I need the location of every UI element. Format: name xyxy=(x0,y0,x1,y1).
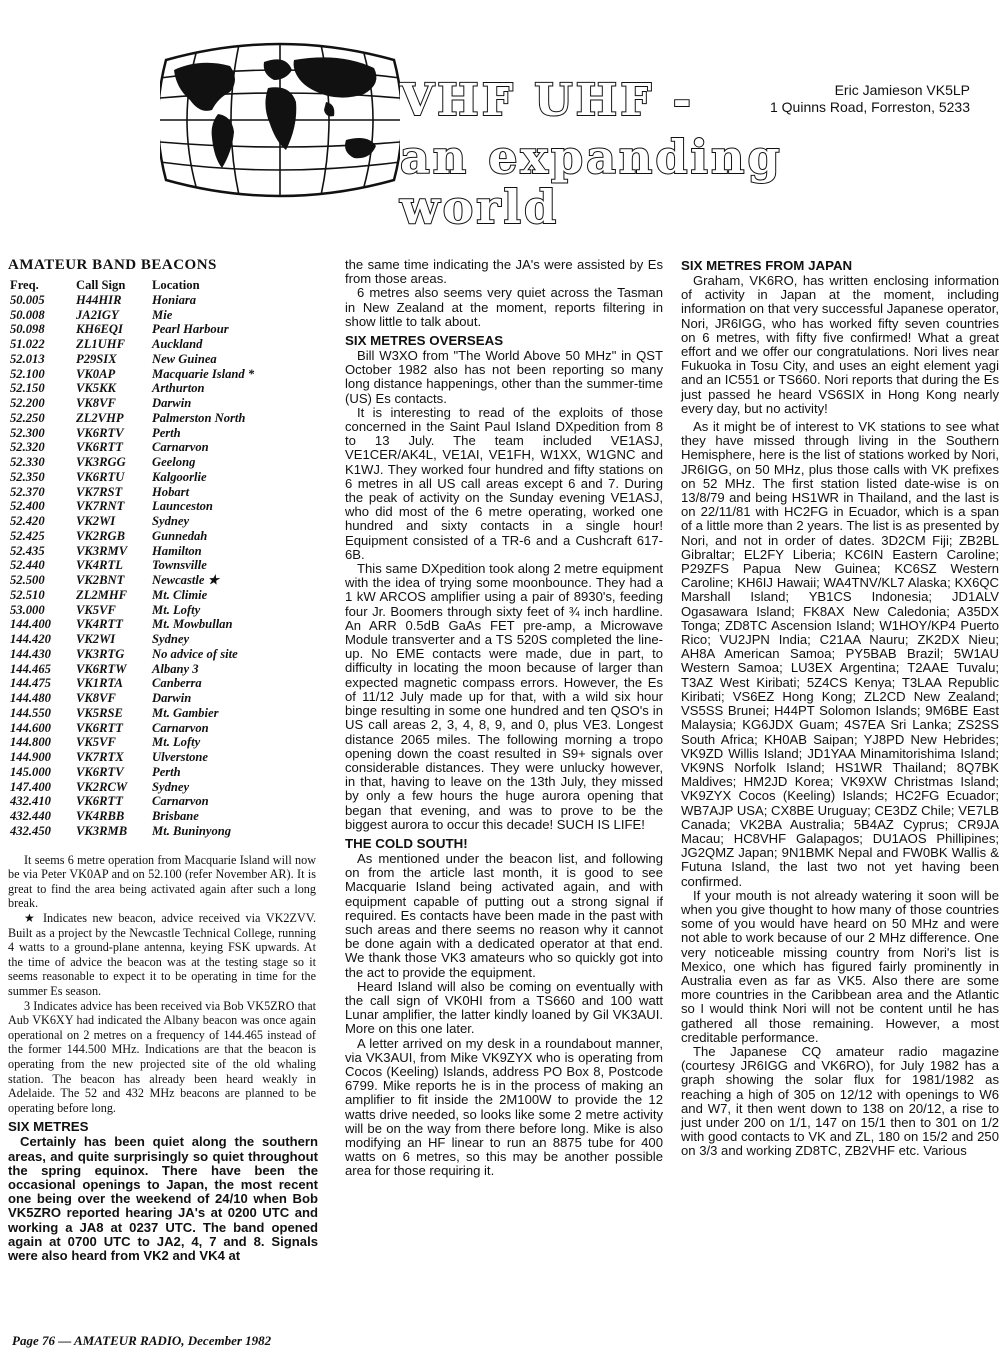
beacon-freq: 50.098 xyxy=(10,322,45,337)
paragraph: As it might be of interest to VK stations to see what they have missed through living in the Southern Hemisphere, here is the list of stations worked by Nori, JR6IGG, on 50 MHz, plus those calls with VK prefixes on 52 MHz. The first station listed date-wise is on 13/8/79 and being HS1WR in Thailand, and the last is on 22/11/81 with HC2FG in Ecuador, which is a span of a little more than 2 years. The list is as presented by Nori, and not in order of dates. 3D2CM Fiji; ZB2BL Gibraltar; EL2FY Liberia; KC6IN Eastern Caroline; P29ZFS Papua New Guinea; KC6SZ Western Caroline; KH6IJ Hawaii; WA4TNV/KL7 Alaska; KX6QC Marshall Island; YB1CS Indonesia; JD1ALV Ogasawara Island; FK8AX New Caledonia; A35DX Tonga; ZD8TC Ascension Island; W1HOY/KP4 Puerto Rico; VU2JPN India; C21AA Nauru; ZK2DX Nieu; AH8A American Samoa; PY5BAB Brazil; 5W1AU Western Samoa; LU3EX Argentina; T2AAE Tuvalu; T3AZ West Kiribati; 5Z4CS Kenya; T3LAA Republic Kiribati; VS6EZ Hong Kong; ZL2CD New Zealand; VS5SS Brunei; H44PT Solomon Islands; 9M6BE East Malaysia; KG6JDX Guam; 4S7EA Sri Lanka; ZS2SS South Africa; KH0AB Saipan; YJ8PD New Hebrides; VK9ZD Willis Island; JD1YAA Minamitorishima Island; VK9NS Norfolk Island; HS1WR Thailand; 8Q7BK Maldives; HM2JD Korea; VK9XW Christmas Island; VK9ZYX Cocos (Keeling) Islands; HC2FG Ecuador; WB7AJP USA; CX8BE Uruguay; CE3DZ Chile; VE7LB Canada; VK2BA Australia; 5B4AZ Cyprus; CR9JA Macau; HC8VHF Galapagos; DU1AOS Phillipines; JG2QMZ Japan; 9N1BMK Nepal and FW0BK Wallis & Futuna Island, the last two not yet having been confirmed. xyxy=(681,419,999,889)
beacon-table xyxy=(10,278,254,839)
beacon-row xyxy=(10,293,254,308)
beacon-callsign: VK6RTU xyxy=(76,469,125,484)
beacon-freq: 144.420 xyxy=(10,632,51,647)
beacon-callsign: VK8VF xyxy=(76,691,116,706)
beacon-callsign: VK3RTG xyxy=(76,646,125,661)
beacon-row xyxy=(10,794,254,809)
beacon-freq: 52.100 xyxy=(10,366,45,381)
beacon-freq: 52.370 xyxy=(10,484,45,499)
beacon-callsign: VK2WI xyxy=(76,632,116,647)
beacon-callsign: VK0AP xyxy=(76,366,116,381)
paragraph: A letter arrived on my desk in a roundabout manner, via VK3AUI, from Mike VK9ZYX who is operating from Cocos (Keeling) Islands, address PO Box 8, Postcode 6799. Mike reports he is in the process of making an amplifier to fit inside the 2M100W to provide the 12 watts drive needed, so looks like some 2 metre activity will be on the way from there before long. Mike is also modifying an HF linear to run an 8875 tube for 400 watts on 6 metres, so this may be another possible area for those requiring it. xyxy=(345,1035,663,1179)
beacon-location: Mt. Mowbullan xyxy=(152,617,233,632)
beacon-location: Mt. Climie xyxy=(152,587,208,602)
paragraph: This same DXpedition took along 2 metre equipment with the idea of trying some moonbounce. They had a 1 kW ARCOS amplifier using a pair of 8930's, feeding four Jr. Boomers through sixty feet of ¾ inch hardline. An ARR 0.5dB GaAs FET pre-amp, a Microwave Module transverter and a TS 520S completed the line-up. No EME contacts were made, due in part, to difficulty in locating the moon because of larger than expected magnetic compass errors. However, the Es of 11/12 July made up for that, with a wild six hour binge resulting in some one hundred and ten QSO's in US call areas 2, 3, 4, 8, 9, and 0, plus VE3. Longest distance 2065 miles. The following morning a tropo opening down the coast resulted in S9+ signals over considerable distances. They were unlucky however, in that, having to leave on the 13th July, they missed by only a few hours the huge aurora opening that began that evening, and was to prove to be the biggest aurora to occur this decade! SUCH IS LIFE! xyxy=(345,561,663,832)
beacon-location: Sydney xyxy=(152,632,190,647)
beacon-freq: 50.005 xyxy=(10,292,45,307)
beacon-callsign: VK2WI xyxy=(76,514,116,529)
beacon-callsign: VK5VF xyxy=(76,735,116,750)
beacon-callsign: VK7RNT xyxy=(76,499,125,514)
beacon-location: Perth xyxy=(152,425,181,440)
beacon-row xyxy=(10,544,254,559)
beacon-location: Brisbane xyxy=(152,809,199,824)
beacon-row xyxy=(10,588,254,603)
beacon-freq: 52.300 xyxy=(10,425,45,440)
beacon-location: Auckland xyxy=(152,337,203,352)
beacon-location: Carnarvon xyxy=(152,440,209,455)
beacon-location: Palmerston North xyxy=(152,410,246,425)
beacon-freq: 52.200 xyxy=(10,396,45,411)
beacon-callsign: VK2RCW xyxy=(76,779,128,794)
beacon-location: Mt. Gambier xyxy=(152,705,219,720)
beacon-callsign: VK7RTX xyxy=(76,750,124,765)
beacon-location: Albany 3 xyxy=(152,661,199,676)
beacon-freq: 53.000 xyxy=(10,602,45,617)
beacon-row xyxy=(10,396,254,411)
beacon-freq: 52.435 xyxy=(10,543,45,558)
beacon-row xyxy=(10,603,254,618)
beacon-row xyxy=(10,647,254,662)
beacon-freq: 144.600 xyxy=(10,720,51,735)
beacon-row xyxy=(10,721,254,736)
beacon-freq: 144.465 xyxy=(10,661,51,676)
beacon-row xyxy=(10,573,254,588)
beacon-row xyxy=(10,706,254,721)
col-header-freq: Freq. xyxy=(10,278,39,293)
beacon-callsign: JA2IGY xyxy=(76,307,119,322)
beacon-freq: 52.250 xyxy=(10,410,45,425)
beacon-freq: 144.400 xyxy=(10,617,51,632)
beacon-freq: 52.320 xyxy=(10,440,45,455)
paragraph: Graham, VK6RO, has written enclosing information of activity in Japan at the moment, including information on that very successful Japanese operator, Nori, JR6IGG, who has worked fifty seven countries on 6 metres, with fifty five confirmed! What a great effort and we offer our congratulations. Nori lives near Fukuoka in Tosu City, and uses an eight element yagi and an IC551 or TS660. Nori reports that during the Es just passed he heard VS6SIX in Hong Kong nearly every day, but no activity! xyxy=(681,273,999,416)
beacon-freq: 52.440 xyxy=(10,558,45,573)
beacon-location: No advice of site xyxy=(152,646,238,661)
beacon-location: Kalgoorlie xyxy=(152,469,207,484)
beacon-callsign: VK6RTV xyxy=(76,425,124,440)
beacon-callsign: P29SIX xyxy=(76,351,117,366)
beacon-row xyxy=(10,514,254,529)
beacon-location: Pearl Harbour xyxy=(152,322,229,337)
beacon-row xyxy=(10,824,254,839)
title-line-2: an expanding world xyxy=(400,130,783,234)
beacon-location: Hobart xyxy=(152,484,190,499)
paragraph: Heard Island will also be coming on eventually with the call sign of VK0HI from a TS660 and 100 watt Lunar amplifier, the latter kindly loaned by Gil VK3AUI. More on this one later. xyxy=(345,978,663,1037)
paragraph: the same time indicating the JA's were assisted by Es from those areas. xyxy=(345,257,663,287)
beacon-location: Carnarvon xyxy=(152,720,209,735)
beacon-row xyxy=(10,780,254,795)
beacon-row xyxy=(10,676,254,691)
beacon-callsign: H44HIR xyxy=(76,292,122,307)
beacon-location: Launceston xyxy=(152,499,213,514)
page-footer: Page 76 — AMATEUR RADIO, December 1982 xyxy=(12,1333,272,1348)
beacon-note: ★ Indicates new beacon, advice received via VK2ZVV. Built as a project by the Newcastle Technical College, running 4 watts to a ground-plane antenna, keying FSK upwards. At the time of advice the beacon was at the testing stage so it seems reasonable to expect it to be operating in time for the summer Es season. xyxy=(8,911,316,999)
beacon-callsign: VK6RTV xyxy=(76,764,124,779)
beacon-freq: 52.350 xyxy=(10,469,45,484)
col-header-location: Location xyxy=(152,278,200,293)
beacon-row xyxy=(10,632,254,647)
beacon-row xyxy=(10,308,254,323)
beacon-row xyxy=(10,499,254,514)
paragraph: It is interesting to read of the exploits of those concerned in the Saint Paul Island DXpedition from 8 to 13 July. The team included VE1ASJ, VE1CER/AK4L, VE1AI, VE1FH, W1XX, W1GNC and K1WJ. They worked four hundred and fifty stations on 6 metres in all US call areas except 6 and 7. During the peak of activity on the Sunday evening VE1ASJ, who did most of the 6 metre operating, worked one hundred and sixty contacts in a single hour! Equipment consisted of a TR-6 and a Cushcraft 617-6B. xyxy=(345,404,663,562)
beacon-callsign: VK3RGG xyxy=(76,455,126,470)
author-address: 1 Quinns Road, Forreston, 5233 xyxy=(769,99,970,115)
beacon-location: Sydney xyxy=(152,514,190,529)
beacon-row xyxy=(10,558,254,573)
beacon-location: New Guinea xyxy=(152,351,217,366)
beacon-freq: 432.450 xyxy=(10,823,51,838)
beacon-location: Mie xyxy=(152,307,173,322)
six-metres-heading: SIX METRES xyxy=(8,1119,89,1135)
beacon-callsign: VK4RBB xyxy=(76,809,125,824)
cold-south-heading: THE COLD SOUTH! xyxy=(345,835,468,851)
beacon-callsign: ZL2MHF xyxy=(76,587,128,602)
globe-logo-icon xyxy=(160,40,400,200)
beacon-freq: 52.150 xyxy=(10,381,45,396)
beacon-callsign: VK5KK xyxy=(76,381,116,396)
beacon-location: Mt. Lofty xyxy=(152,602,201,617)
beacon-callsign: VK2RGB xyxy=(76,528,125,543)
beacon-location: Townsville xyxy=(152,558,207,573)
beacon-freq: 144.900 xyxy=(10,750,51,765)
beacon-table-body xyxy=(10,293,254,839)
beacon-callsign: VK2BNT xyxy=(76,573,125,588)
beacon-row xyxy=(10,322,254,337)
beacon-callsign: VK4RTL xyxy=(76,558,123,573)
six-metres-overseas-heading: SIX METRES OVERSEAS xyxy=(345,333,504,349)
beacon-freq: 52.500 xyxy=(10,573,45,588)
beacon-location: Hamilton xyxy=(152,543,202,558)
beacon-row xyxy=(10,411,254,426)
beacon-location: Arthurton xyxy=(152,381,205,396)
beacon-freq: 52.330 xyxy=(10,455,45,470)
six-metres-text: Certainly has been quiet along the southern areas, and quite surprisingly so quiet throughout the spring equinox. There have been the occasional openings to Japan, the most recent one being over the weekend of 24/10 when Bob VK5ZRO reported hearing JA's at 0200 UTC and working a JA8 at 0237 UTC. The band opened again at 0700 UTC to JA2, 4, 7 and 8. Signals were also heard from VK2 and VK4 at xyxy=(8,1134,318,1264)
beacon-row xyxy=(10,426,254,441)
beacon-location: Perth xyxy=(152,764,181,779)
beacon-row xyxy=(10,617,254,632)
beacon-callsign: VK1RTA xyxy=(76,676,123,691)
author-block xyxy=(740,82,970,116)
beacon-callsign: VK3RMV xyxy=(76,543,128,558)
column-2 xyxy=(345,258,663,1179)
paragraph: If your mouth is not already watering it soon will be when you give thought to how many of those countries some of you would have heard on 50 MHz and were not able to work because of our 2 MHz difference. One very noticeable missing country from Nori's list is Mexico, one which has figured fairly prominently in Australia even as far as VK5. Also there are some more countries in the Caribbean area and the Atlantic so I would think Nori will not be content until he has gathered all those remaining. However, a most creditable performance. xyxy=(681,887,999,1045)
beacon-table-header xyxy=(10,278,254,293)
col-header-callsign: Call Sign xyxy=(76,278,126,293)
beacon-row xyxy=(10,455,254,470)
beacon-row xyxy=(10,440,254,455)
beacon-row xyxy=(10,470,254,485)
beacon-freq: 144.480 xyxy=(10,691,51,706)
beacon-row xyxy=(10,765,254,780)
beacon-location: Mt. Lofty xyxy=(152,735,201,750)
beacon-location: Gunnedah xyxy=(152,528,208,543)
beacon-row xyxy=(10,750,254,765)
beacon-callsign: VK6RTW xyxy=(76,661,127,676)
beacon-row xyxy=(10,809,254,824)
column-1 xyxy=(8,258,318,1263)
beacon-callsign: VK6RTT xyxy=(76,720,123,735)
beacon-row xyxy=(10,337,254,352)
beacon-callsign: VK6RTT xyxy=(76,794,123,809)
beacon-callsign: VK5RSE xyxy=(76,705,123,720)
beacon-callsign: KH6EQI xyxy=(76,322,123,337)
beacon-callsign: VK5VF xyxy=(76,602,116,617)
beacon-row xyxy=(10,529,254,544)
beacon-freq: 52.425 xyxy=(10,528,45,543)
beacon-notes xyxy=(8,853,318,1116)
paragraph: Bill W3XO from "The World Above 50 MHz" in QST October 1982 also has not been reporting so many long distance happenings, other than the summer-time (US) Es contacts. xyxy=(345,348,663,406)
beacons-heading: AMATEUR BAND BEACONS xyxy=(8,257,217,273)
beacon-location: Sydney xyxy=(152,779,190,794)
paragraph: The Japanese CQ amateur radio magazine (courtesy JR6IGG and VK6RO), for July 1982 has a graph showing the solar flux for 1981/1982 as reaching a high of 305 on 12/12 with openings to W6 and W7, it then went down to 138 on 20/12, a rise to just under 200 on 1/1, 147 on 15/1 then to 301 on 1/2 with good contacts to VK and ZL, 180 on 15/2 and 250 on 3/3 and working ZD8TC, ZB2VHF etc. Various xyxy=(681,1043,999,1159)
beacon-location: Newcastle ★ xyxy=(152,573,219,588)
beacon-location: Geelong xyxy=(152,455,196,470)
beacon-location: Macquarie Island * xyxy=(152,366,255,381)
beacon-location: Darwin xyxy=(152,691,192,706)
beacon-freq: 52.510 xyxy=(10,587,45,602)
beacon-location: Honiara xyxy=(152,292,197,307)
beacon-row xyxy=(10,367,254,382)
beacon-freq: 145.000 xyxy=(10,764,51,779)
beacon-freq: 52.420 xyxy=(10,514,45,529)
beacon-freq: 52.013 xyxy=(10,351,45,366)
beacon-location: Darwin xyxy=(152,396,192,411)
beacon-row xyxy=(10,352,254,367)
beacon-freq: 51.022 xyxy=(10,337,45,352)
beacon-row xyxy=(10,691,254,706)
beacon-callsign: VK3RMB xyxy=(76,823,128,838)
beacon-note: 3 Indicates advice has been received via Bob VK5ZRO that Aub VK6XY had indicated the Albany beacon was once again operational on 2 metres on a frequency of 144.465 instead of the former 144.500 MHz. Indications are that the beacon is operating from the new projected site of the old whaling station. The beacon has already been heard weakly in Adelaide. The 52 and 432 MHz beacons are planned to be operating before long. xyxy=(8,998,316,1115)
beacon-freq: 144.475 xyxy=(10,676,51,691)
beacon-callsign: VK8VF xyxy=(76,396,116,411)
beacon-callsign: VK7RST xyxy=(76,484,123,499)
beacon-location: Mt. Buninyong xyxy=(152,823,232,838)
paragraph: As mentioned under the beacon list, and following on from the article last month, it is good to see Macquarie Island being activated again, and with equipment capable of putting out a strong signal if required. Es contacts have been made in the past with such areas and there seems no reason why it cannot be done again with a dedicated operator at that end. We thank those VK3 amateurs who so quickly got into the act to provide the equipment. xyxy=(345,850,663,980)
column-3 xyxy=(681,258,999,1159)
beacon-location: Ulverstone xyxy=(152,750,208,765)
paragraph: 6 metres also seems very quiet across the Tasman in New Zealand at the moment, reports filtering in show little to talk about. xyxy=(345,285,663,329)
beacon-freq: 144.550 xyxy=(10,705,51,720)
beacon-note: It seems 6 metre operation from Macquarie Island will now be via Peter VK0AP and on 52.100 (refer November AR). It is great to find the area being activated again after such a long break. xyxy=(8,852,316,911)
beacon-row xyxy=(10,381,254,396)
beacon-freq: 52.400 xyxy=(10,499,45,514)
beacon-location: Canberra xyxy=(152,676,202,691)
beacon-freq: 147.400 xyxy=(10,779,51,794)
beacon-callsign: ZL1UHF xyxy=(76,337,125,352)
beacon-freq: 432.410 xyxy=(10,794,51,809)
title-line-1: VHF UHF - xyxy=(400,75,695,126)
beacon-freq: 144.430 xyxy=(10,646,51,661)
author-name: Eric Jamieson VK5LP xyxy=(834,82,970,98)
beacon-location: Carnarvon xyxy=(152,794,209,809)
beacon-callsign: VK4RTT xyxy=(76,617,123,632)
beacon-row xyxy=(10,735,254,750)
beacon-row xyxy=(10,485,254,500)
beacon-freq: 50.008 xyxy=(10,307,45,322)
beacon-freq: 144.800 xyxy=(10,735,51,750)
beacon-freq: 432.440 xyxy=(10,809,51,824)
beacon-callsign: VK6RTT xyxy=(76,440,123,455)
six-metres-japan-heading: SIX METRES FROM JAPAN xyxy=(681,258,853,273)
beacon-callsign: ZL2VHP xyxy=(76,410,124,425)
beacon-row xyxy=(10,662,254,677)
